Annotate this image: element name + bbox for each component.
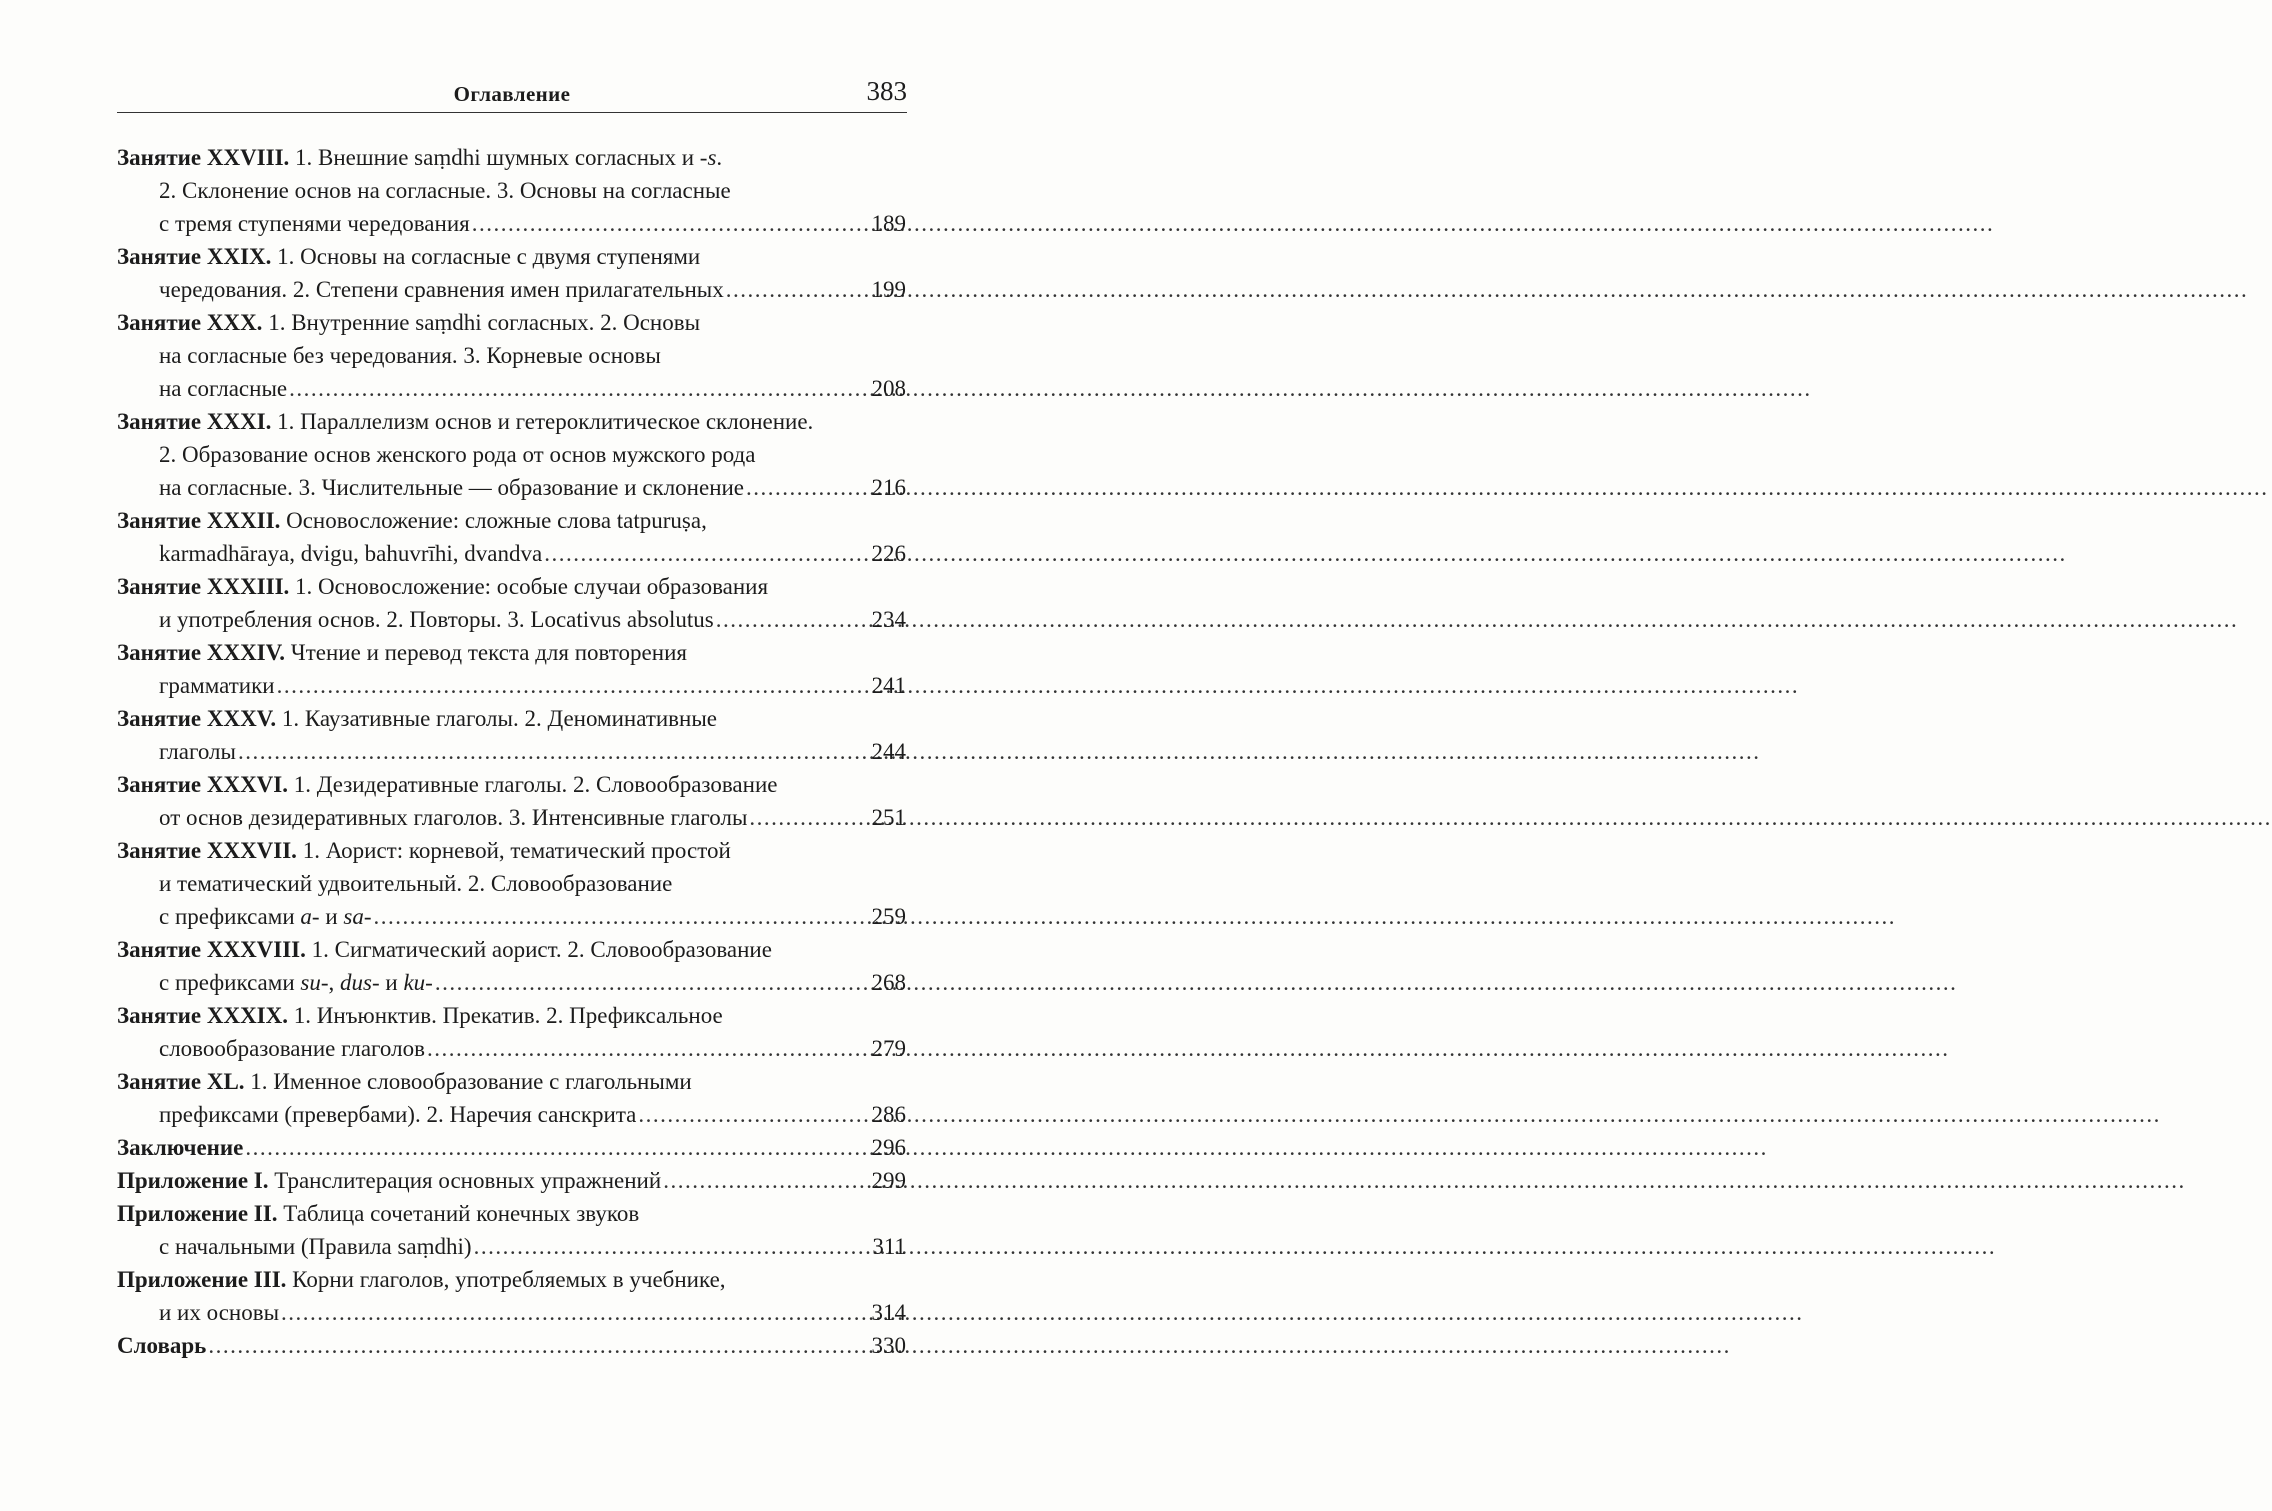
toc-entry-line	[117, 834, 906, 867]
table-of-contents	[117, 141, 906, 1362]
toc-entry-label: Занятие XXVIII.	[117, 145, 290, 170]
toc-entry-line	[117, 174, 906, 207]
toc-entry	[117, 504, 906, 570]
toc-entry-line	[117, 471, 906, 504]
dot-leader	[281, 1296, 869, 1329]
dot-leader	[289, 372, 869, 405]
toc-entry-label: Приложение I.	[117, 1168, 269, 1193]
toc-entry-line	[117, 1329, 906, 1362]
toc-entry-title: на согласные	[159, 376, 288, 401]
toc-entry	[117, 405, 906, 504]
toc-entry-text	[117, 1164, 661, 1197]
toc-entry-title: 1. Аорист: корневой, тематический простой	[302, 838, 731, 863]
toc-entry-title: и тематический удвоительный. 2. Словообразование	[159, 871, 673, 896]
toc-entry	[117, 1197, 906, 1263]
toc-entry-line	[117, 141, 906, 174]
toc-entry	[117, 1164, 906, 1197]
toc-entry-label: Заключение	[117, 1135, 244, 1160]
toc-entry-line	[117, 801, 906, 834]
toc-entry-label: Словарь	[117, 1333, 207, 1358]
toc-entry-line	[117, 933, 906, 966]
toc-entry-label: Занятие XXIX.	[117, 244, 272, 269]
toc-entry-text	[159, 1032, 425, 1065]
toc-entry-label: Занятие XXXVIII.	[117, 937, 306, 962]
toc-entry-title: 1. Основы на согласные с двумя ступенями	[277, 244, 701, 269]
toc-entry	[117, 636, 906, 702]
toc-entry-page: 226	[871, 541, 906, 566]
toc-entry-line	[117, 900, 906, 933]
dot-leader	[638, 1098, 869, 1131]
toc-entry-text	[159, 735, 236, 768]
toc-entry-text	[117, 145, 722, 170]
toc-entry-title: 1. Внешние saṃdhi шумных согласных и -s.	[295, 145, 723, 170]
toc-entry-text	[159, 1230, 472, 1263]
toc-entry-text	[117, 1131, 243, 1164]
toc-entry-text	[117, 244, 700, 269]
toc-entry-title: 1. Основосложение: особые случаи образования	[295, 574, 769, 599]
toc-entry	[117, 768, 906, 834]
toc-entry-line	[117, 1230, 906, 1263]
toc-entry-label: Занятие XXXIX.	[117, 1003, 288, 1028]
toc-entry	[117, 141, 906, 240]
toc-entry-label: Занятие XXX.	[117, 310, 263, 335]
toc-entry-line	[117, 570, 906, 603]
toc-entry-page: 251	[871, 805, 906, 830]
toc-entry-text	[159, 372, 287, 405]
toc-entry-line	[117, 966, 906, 999]
toc-entry-line	[117, 735, 906, 768]
toc-entry-page: 189	[871, 211, 906, 236]
toc-entry-title: karmadhāraya, dvigu, bahuvrīhi, dvandva	[159, 541, 543, 566]
toc-entry-label: Занятие XXXIII.	[117, 574, 290, 599]
running-head	[117, 74, 907, 114]
toc-entry-title: словообразование глаголов	[159, 1036, 425, 1061]
toc-entry-title: Основосложение: сложные слова tatpuruṣa,	[286, 508, 707, 533]
toc-entry-title: 2. Образование основ женского рода от основ мужского рода	[159, 442, 756, 467]
toc-entry-title: префиксами (превербами). 2. Наречия санскрита	[159, 1102, 637, 1127]
dot-leader	[208, 1329, 869, 1362]
dot-leader	[277, 669, 870, 702]
toc-entry-label: Занятие XL.	[117, 1069, 245, 1094]
dot-leader	[238, 735, 870, 768]
toc-entry-page: 199	[871, 277, 906, 302]
toc-entry	[117, 702, 906, 768]
toc-entry-title: на согласные без чередования. 3. Корневые основы	[159, 343, 661, 368]
toc-entry-text	[159, 801, 747, 834]
toc-entry-text	[117, 508, 707, 533]
toc-entry-line	[117, 1098, 906, 1131]
toc-entry-title: грамматики	[159, 673, 275, 698]
toc-entry-text	[117, 1267, 726, 1292]
toc-entry-line	[117, 768, 906, 801]
toc-entry-text	[159, 343, 661, 368]
toc-entry-text	[159, 273, 724, 306]
toc-entry	[117, 999, 906, 1065]
toc-entry-page: 330	[871, 1333, 906, 1358]
toc-entry-line	[117, 603, 906, 636]
toc-entry-page: 314	[871, 1300, 906, 1325]
toc-entry-line	[117, 273, 906, 306]
toc-entry-text	[117, 772, 777, 797]
toc-entry-line	[117, 1164, 906, 1197]
toc-entry-text	[117, 1069, 692, 1094]
toc-entry	[117, 1065, 906, 1131]
toc-entry-label: Занятие XXXV.	[117, 706, 277, 731]
toc-entry-title: 1. Внутренние saṃdhi согласных. 2. Основы	[268, 310, 701, 335]
toc-entry-label: Занятие XXXI.	[117, 409, 272, 434]
toc-entry-text	[159, 471, 744, 504]
toc-entry-text	[117, 310, 700, 335]
toc-entry-text	[117, 1201, 639, 1226]
toc-entry-line	[117, 1131, 906, 1164]
toc-entry-page: 234	[871, 607, 906, 632]
toc-entry-title: с префиксами a- и sa-	[159, 904, 372, 929]
dot-leader	[472, 207, 870, 240]
toc-entry-text	[117, 574, 768, 599]
toc-entry-page: 311	[872, 1234, 906, 1259]
toc-entry-title: и их основы	[159, 1300, 280, 1325]
toc-entry-title: на согласные. 3. Числительные — образование и склонение	[159, 475, 745, 500]
toc-entry-text	[159, 669, 275, 702]
toc-entry-title: чередования. 2. Степени сравнения имен прилагательных	[159, 277, 724, 302]
toc-entry-page: 286	[871, 1102, 906, 1127]
toc-entry-text	[159, 871, 672, 896]
toc-entry-line	[117, 669, 906, 702]
toc-entry-title: 1. Именное словообразование с глагольными	[250, 1069, 692, 1094]
toc-entry-line	[117, 1065, 906, 1098]
toc-entry-line	[117, 438, 906, 471]
toc-entry-text	[117, 1329, 206, 1362]
toc-entry	[117, 1131, 906, 1164]
toc-entry-title: с начальными (Правила saṃdhi)	[159, 1234, 472, 1259]
toc-entry-title: от основ дезидеративных глаголов. 3. Интенсивные глаголы	[159, 805, 748, 830]
toc-entry-title: 1. Дезидеративные глаголы. 2. Словообразование	[293, 772, 778, 797]
dot-leader	[663, 1164, 869, 1197]
toc-entry-text	[117, 706, 717, 731]
dot-leader	[749, 801, 869, 834]
toc-entry-line	[117, 339, 906, 372]
toc-entry	[117, 933, 906, 999]
toc-entry-line	[117, 636, 906, 669]
toc-entry-text	[117, 640, 687, 665]
toc-entry-page: 216	[871, 475, 906, 500]
toc-entry-text	[159, 537, 542, 570]
toc-entry-text	[117, 409, 813, 434]
book-page	[0, 0, 1000, 1511]
toc-entry-label: Приложение III.	[117, 1267, 287, 1292]
toc-entry-title: 2. Склонение основ на согласные. 3. Основы на согласные	[159, 178, 731, 203]
toc-entry-label: Занятие XXXIV.	[117, 640, 286, 665]
toc-entry-page: 279	[871, 1036, 906, 1061]
toc-entry-label: Приложение II.	[117, 1201, 278, 1226]
toc-entry-page: 299	[871, 1168, 906, 1193]
toc-entry-text	[159, 442, 755, 467]
toc-entry-line	[117, 207, 906, 240]
toc-entry-page: 241	[871, 673, 906, 698]
toc-entry-title: 1. Каузативные глаголы. 2. Деноминативные	[281, 706, 718, 731]
dot-leader	[716, 603, 870, 636]
toc-entry-title: 1. Инъюнктив. Прекатив. 2. Префиксальное	[293, 1003, 723, 1028]
toc-entry-page: 296	[871, 1135, 906, 1160]
toc-entry	[117, 240, 906, 306]
dot-leader	[726, 273, 870, 306]
toc-entry-text	[159, 900, 372, 933]
toc-entry-text	[159, 178, 731, 203]
toc-entry-text	[159, 603, 714, 636]
page-number: 383	[866, 76, 907, 106]
toc-entry-line	[117, 867, 906, 900]
dot-leader	[245, 1131, 869, 1164]
toc-entry-text	[159, 966, 433, 999]
toc-entry-title: Таблица сочетаний конечных звуков	[283, 1201, 640, 1226]
toc-entry-line	[117, 240, 906, 273]
toc-entry	[117, 1329, 906, 1362]
toc-entry-line	[117, 999, 906, 1032]
toc-entry-label: Занятие XXXVII.	[117, 838, 297, 863]
toc-entry-line	[117, 372, 906, 405]
toc-entry-text	[117, 1003, 723, 1028]
toc-entry-title: глаголы	[159, 739, 236, 764]
toc-entry-text	[117, 838, 731, 863]
toc-entry-line	[117, 1296, 906, 1329]
toc-entry	[117, 306, 906, 405]
toc-entry-page: 268	[871, 970, 906, 995]
dot-leader	[435, 966, 870, 999]
toc-entry-line	[117, 537, 906, 570]
toc-entry-text	[117, 937, 772, 962]
toc-entry-line	[117, 405, 906, 438]
toc-entry-label: Занятие XXXVI.	[117, 772, 288, 797]
toc-entry-label: Занятие XXXII.	[117, 508, 281, 533]
toc-entry	[117, 570, 906, 636]
dot-leader	[427, 1032, 870, 1065]
toc-entry-title: 1. Сигматический аорист. 2. Словообразование	[311, 937, 772, 962]
dot-leader	[544, 537, 869, 570]
toc-entry-title: 1. Параллелизм основ и гетероклитическое склонение.	[277, 409, 814, 434]
toc-entry-line	[117, 504, 906, 537]
page-title: Оглавление	[453, 82, 571, 106]
toc-entry-title: Транслитерация основных упражнений	[274, 1168, 662, 1193]
toc-entry-line	[117, 1032, 906, 1065]
toc-entry-title: Корни глаголов, употребляемых в учебнике,	[292, 1267, 726, 1292]
toc-entry-line	[117, 702, 906, 735]
header-rule	[117, 112, 907, 113]
toc-entry	[117, 1263, 906, 1329]
toc-entry-title: с тремя ступенями чередования	[159, 211, 470, 236]
toc-entry-title: и употребления основ. 2. Повторы. 3. Locativus absolutus	[159, 607, 714, 632]
toc-entry-page: 259	[871, 904, 906, 929]
toc-entry-page: 244	[871, 739, 906, 764]
dot-leader	[374, 900, 870, 933]
toc-entry-title: с префиксами su-, dus- и ku-	[159, 970, 433, 995]
dot-leader	[746, 471, 869, 504]
toc-entry-line	[117, 1197, 906, 1230]
toc-entry-line	[117, 1263, 906, 1296]
toc-entry-line	[117, 306, 906, 339]
toc-entry-text	[159, 1296, 279, 1329]
toc-entry-title: Чтение и перевод текста для повторения	[290, 640, 687, 665]
toc-entry-text	[159, 1098, 636, 1131]
toc-entry	[117, 834, 906, 933]
dot-leader	[474, 1230, 871, 1263]
toc-entry-page: 208	[871, 376, 906, 401]
toc-entry-text	[159, 207, 470, 240]
